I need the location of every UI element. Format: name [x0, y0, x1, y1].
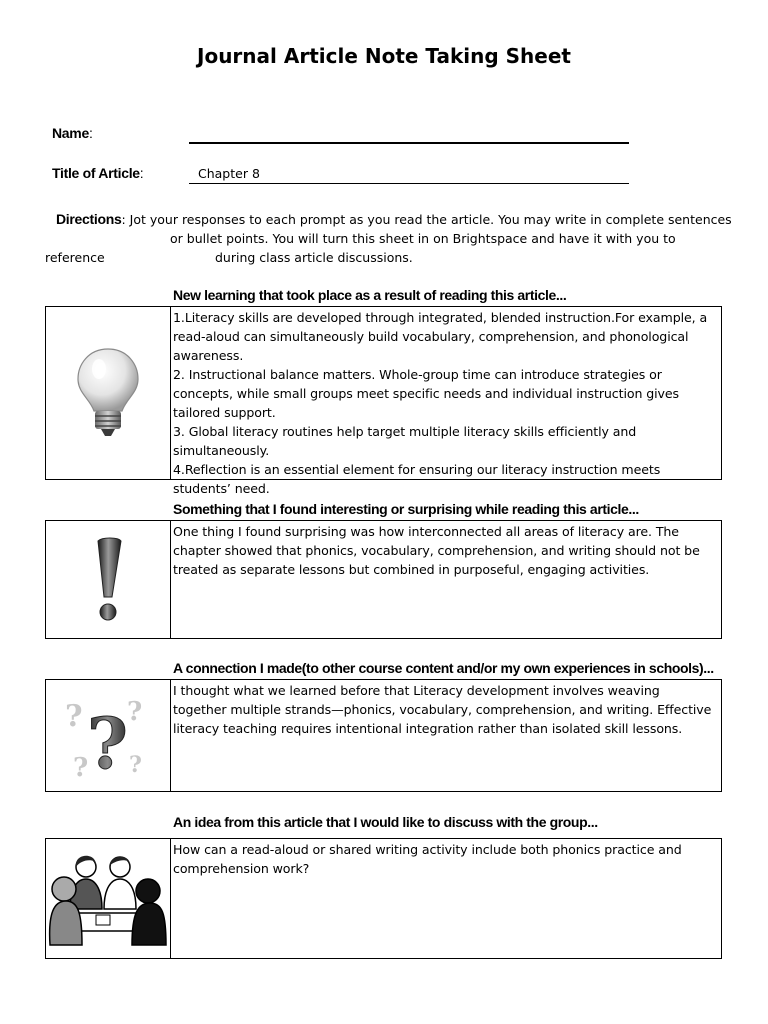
paragraph: 1.Literacy skills are developed through integrated, blended instruction.For example, a read-aloud can simultaneously build vocabulary, comprehension, and phonological awareness. — [173, 310, 708, 363]
section-box-connection — [45, 679, 722, 792]
svg-text:?: ? — [127, 696, 143, 727]
directions-line-2: or bullet points. You will turn this sheet in on Brightspace and have it with you to — [170, 231, 676, 246]
paragraph: 4.Reflection is an essential element for ensuring our literacy instruction meets students’ need. — [173, 462, 661, 496]
section-text-interesting[interactable] — [173, 522, 715, 579]
section-heading-interesting: Something that I found interesting or surprising while reading this article... — [173, 501, 639, 517]
section-box-new-learning — [45, 306, 722, 496]
section-heading-discuss: An idea from this article that I would like to discuss with the group... — [173, 814, 598, 830]
section-box-interesting — [45, 520, 722, 639]
paragraph: I thought what we learned before that Literacy development involves weaving together multiple strands—phonics, vocabulary, comprehension, and writing. Effective literacy teaching requires intentional integration rather than isolated skill lessons. — [173, 683, 712, 736]
directions-label: Directions — [56, 211, 122, 227]
svg-text:?: ? — [65, 698, 83, 734]
icon-cell — [46, 307, 171, 479]
question-marks-icon — [63, 692, 153, 780]
section-box-discuss — [45, 838, 722, 959]
svg-text:?: ? — [87, 701, 129, 780]
directions-line-3b: during class article discussions. — [215, 250, 413, 265]
svg-text:?: ? — [73, 752, 89, 780]
title-of-article-field[interactable] — [189, 183, 629, 184]
svg-text:?: ? — [129, 751, 142, 778]
section-heading-new-learning: New learning that took place as a result of reading this article... — [173, 287, 567, 303]
section-text-discuss[interactable] — [173, 840, 715, 878]
section-heading-connection: A connection I made(to other course content and/or my own experiences in schools)... — [173, 660, 714, 676]
paragraph: 3. Global literacy routines help target multiple literacy skills efficiently and simultaneously. — [173, 424, 637, 458]
section-text-new-learning[interactable] — [173, 308, 715, 498]
title-of-article-label: Title of Article: — [52, 165, 144, 181]
lightbulb-icon — [72, 345, 144, 441]
title-of-article-value: Chapter 8 — [198, 166, 260, 181]
directions-line-3a: reference — [45, 250, 105, 265]
icon-cell — [46, 839, 171, 958]
paragraph: 2. Instructional balance matters. Whole-group time can introduce strategies or concepts, while small groups meet specific needs and individual instruction gives tailored support. — [173, 367, 679, 420]
icon-cell — [46, 521, 171, 638]
discussion-group-icon — [48, 851, 168, 947]
directions-line-1: : Jot your responses to each prompt as you read the article. You may write in complete sentences — [121, 212, 732, 227]
icon-cell — [46, 680, 171, 791]
exclamation-icon — [88, 535, 128, 625]
paragraph: How can a read-aloud or shared writing activity include both phonics practice and comprehension work? — [173, 842, 682, 876]
page-title: Journal Article Note Taking Sheet — [197, 44, 571, 68]
paragraph: One thing I found surprising was how interconnected all areas of literacy are. The chapter showed that phonics, vocabulary, comprehension, and writing should not be treated as separate lessons but combined in purposeful, engaging activities. — [173, 524, 700, 577]
name-field[interactable] — [189, 142, 629, 144]
name-label: Name: — [52, 125, 93, 141]
section-text-connection[interactable] — [173, 681, 715, 738]
